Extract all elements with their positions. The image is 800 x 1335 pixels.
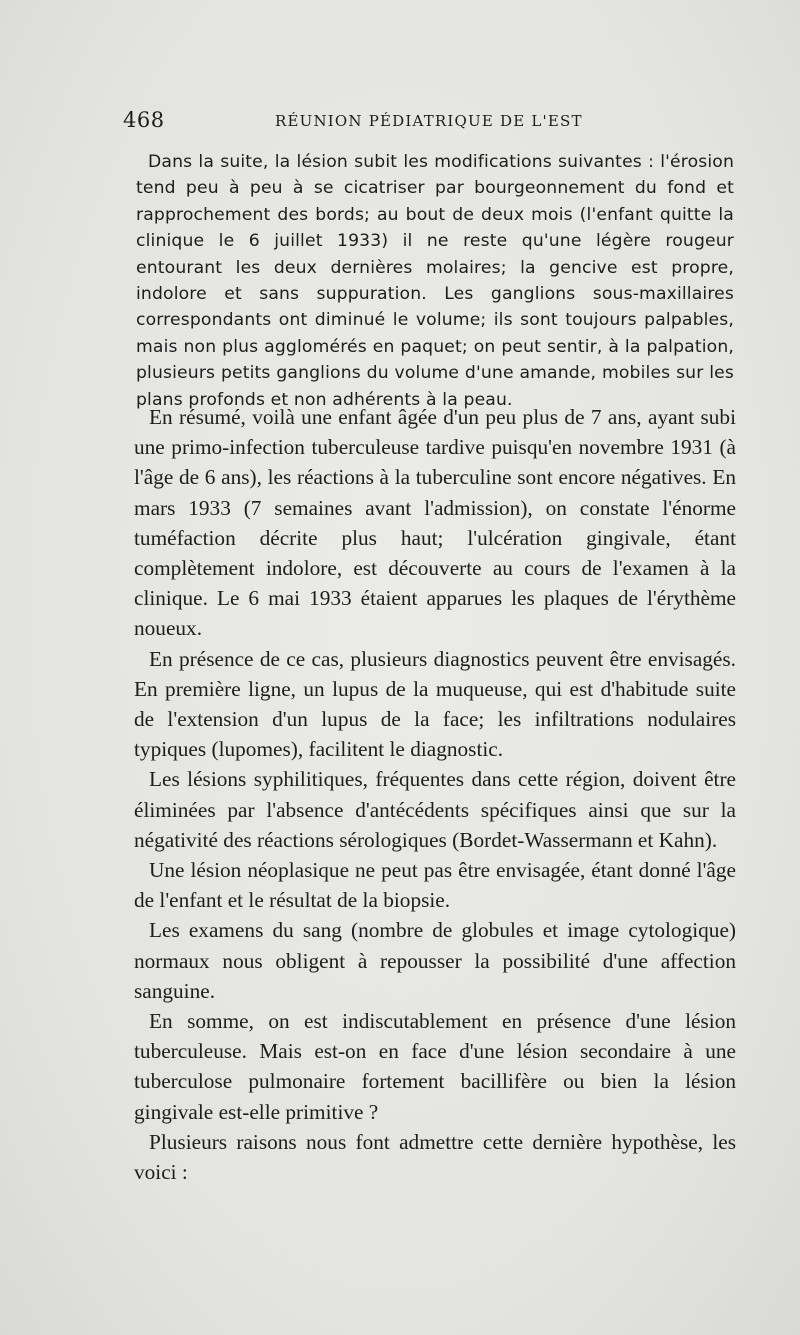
paragraph-tuberculosis: En somme, on est indiscutablement en présence d'une lésion tuberculeuse. Mais est-on en face d'une lésion secondaire à une tuberculose pulmonaire fortement bacillifère ou bien la lésion gingivale est-elle primitive ?: [134, 1009, 736, 1124]
paragraph-summary: En résumé, voilà une enfant âgée d'un peu plus de 7 ans, ayant subi une primo-infection tuberculeuse tardive puisqu'en novembre 1931 (à l'âge de 6 ans), les réactions à la tuberculine sont encore négatives. En mars 1933 (7 semaines avant l'admission), on constate l'énorme tuméfaction décrite plus haut; l'ulcération gingivale, étant complètement indolore, est découverte au cours de l'examen à la clinique. Le 6 mai 1933 étaient apparues les plaques de l'érythème noueux.: [134, 405, 736, 641]
paragraph-neoplasia: Une lésion néoplasique ne peut pas être envisagée, étant donné l'âge de l'enfant et le résultat de la biopsie.: [134, 858, 736, 913]
small-print-section: [136, 149, 734, 413]
page-number: 468: [123, 108, 165, 132]
paragraph-diagnostics: En présence de ce cas, plusieurs diagnostics peuvent être envisagés. En première ligne, un lupus de la muqueuse, qui est d'habitude suite de l'extension d'un lupus de la face; les infiltrations nodulaires typiques (lupomes), facilitent le diagnostic.: [134, 646, 736, 762]
paragraph-case-evolution: Dans la suite, la lésion subit les modifications suivantes : l'érosion tend peu à peu à se cicatriser par bourgeonnement du fond et rapprochement des bords; au bout de deux mois (l'enfant quitte la clinique le 6 juillet 1933) il ne reste qu'une légère rougeur entourant les deux dernières molaires; la gencive est propre, indolore et sans suppuration. Les ganglions sous-maxillaires correspondants ont diminué le volume; ils sont toujours palpables, mais non plus agglomérés en paquet; on peut sentir, à la palpation, plusieurs petits ganglions du volume d'une amande, mobiles sur les plans profonds et non adhérents à la peau.: [136, 152, 734, 410]
page-header: [123, 108, 735, 138]
paragraph-hypothesis: Plusieurs raisons nous font admettre cette dernière hypothèse, les voici :: [134, 1129, 736, 1185]
main-text-section: [134, 402, 736, 1187]
paragraph-syphilis: Les lésions syphilitiques, fréquentes dans cette région, doivent être éliminées par l'absence d'antécédents spécifiques ainsi que sur la négativité des réactions sérologiques (Bordet-Wassermann et Kahn).: [134, 767, 736, 852]
paragraph-blood-exams: Les examens du sang (nombre de globules et image cytologique) normaux nous obligent à repousser la possibilité d'une affection sanguine.: [134, 918, 736, 1003]
running-head: RÉUNION PÉDIATRIQUE DE L'EST: [275, 112, 583, 130]
